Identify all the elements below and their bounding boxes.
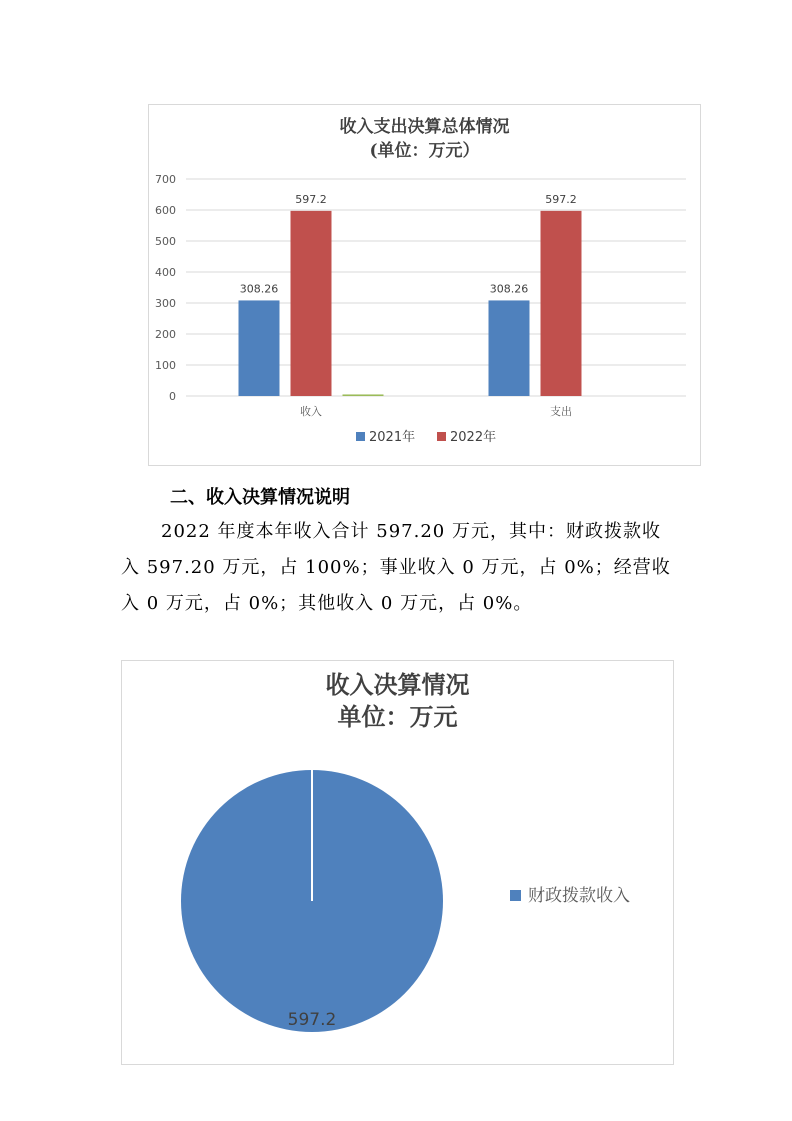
legend-swatch <box>356 432 365 441</box>
section-heading: 二、收入决算情况说明 <box>170 487 350 508</box>
bar <box>291 211 332 396</box>
bar-data-label: 597.2 <box>545 192 577 206</box>
bar-data-label: 308.26 <box>239 282 279 296</box>
y-tick-label: 0 <box>169 390 176 403</box>
legend-swatch <box>437 432 446 441</box>
x-tick-label: 收入 <box>300 405 322 418</box>
bar-chart-plot <box>149 105 700 465</box>
legend-label: 2021年 <box>369 430 416 445</box>
y-tick-label: 500 <box>155 235 176 248</box>
legend-swatch <box>510 890 521 901</box>
section-paragraph: 2022 年度本年收入合计 597.20 万元，其中：财政拨款收入 597.20 万元，占 100%；事业收入 0 万元，占 0%；经营收入 0 万元，占 0%；其他收入 0 万元，占 0%。 <box>121 521 671 614</box>
bar-chart-title-line1: 收入支出决算总体情况 <box>339 117 510 137</box>
x-tick-label: 支出 <box>550 405 572 418</box>
y-tick-label: 700 <box>155 173 176 186</box>
bar-chart-title-line2: (单位：万元） <box>369 141 480 161</box>
pie-chart-plot <box>122 661 673 1064</box>
pie-chart <box>121 660 674 1065</box>
pie-data-label: 597.2 <box>287 1010 337 1030</box>
bar-data-label: 597.2 <box>295 192 327 206</box>
y-tick-label: 400 <box>155 266 176 279</box>
legend-label: 财政拨款收入 <box>528 886 630 906</box>
bar <box>343 394 384 396</box>
y-tick-label: 100 <box>155 359 176 372</box>
bar-data-label: 308.26 <box>489 282 529 296</box>
y-tick-label: 600 <box>155 204 176 217</box>
pie-chart-title-line1: 收入决算情况 <box>325 670 470 699</box>
bar <box>541 211 582 396</box>
y-tick-label: 300 <box>155 297 176 310</box>
y-tick-label: 200 <box>155 328 176 341</box>
pie-chart-title-line2: 单位：万元 <box>337 702 458 731</box>
legend-label: 2022年 <box>450 430 497 445</box>
bar-chart <box>148 104 701 466</box>
bar <box>489 300 530 396</box>
bar <box>239 300 280 396</box>
